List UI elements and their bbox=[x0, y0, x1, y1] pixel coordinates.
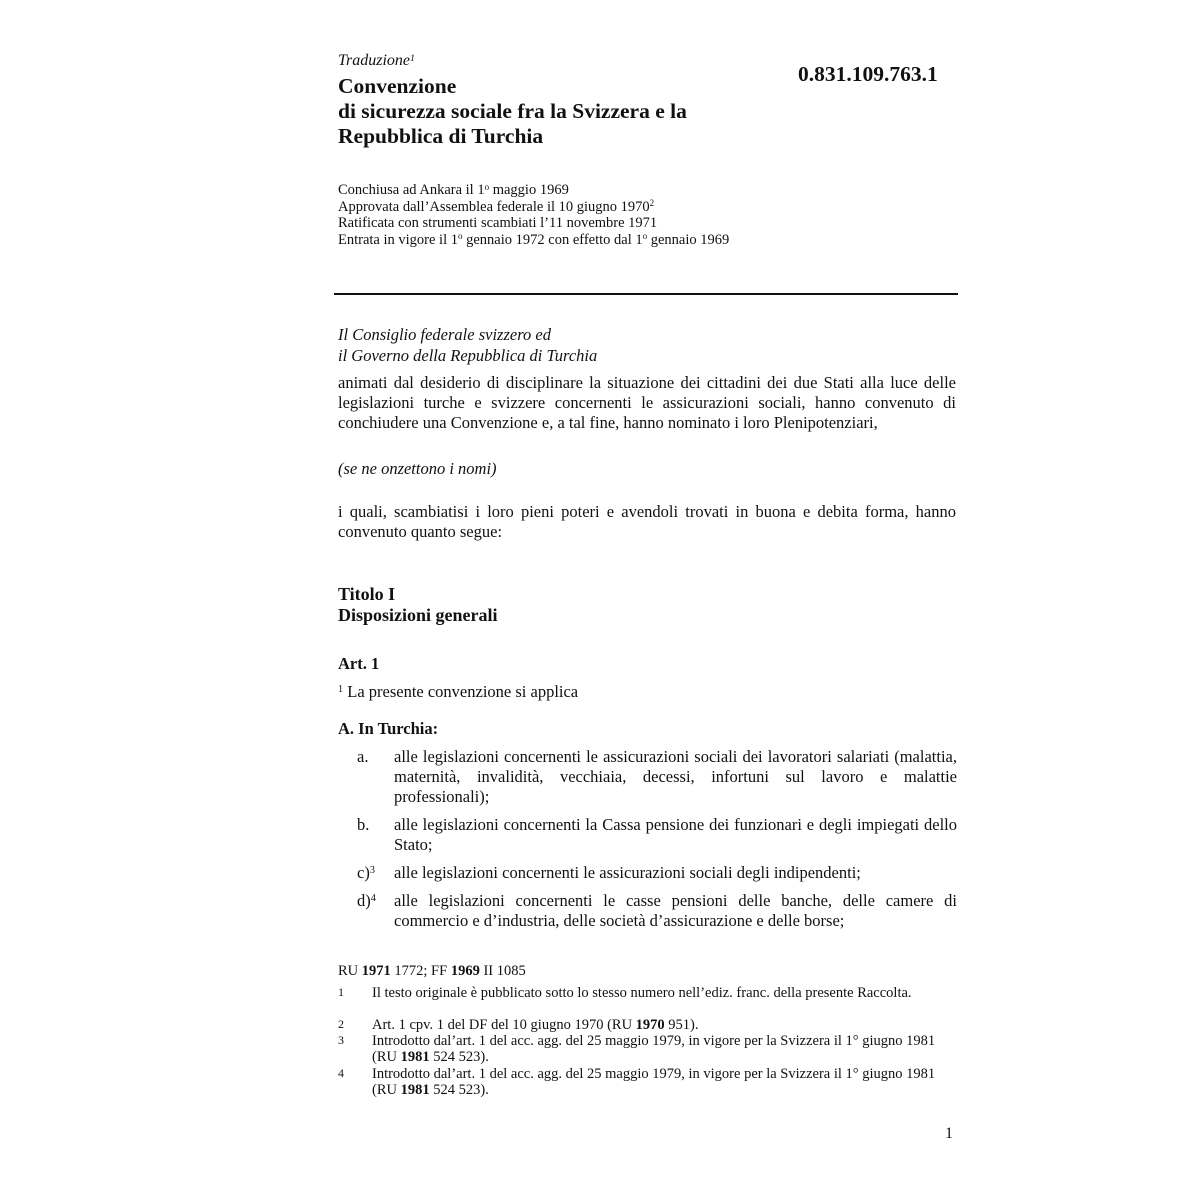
footnote-1 bbox=[338, 985, 938, 1001]
party-1: Il Consiglio federale svizzero ed bbox=[338, 325, 551, 344]
meta-approved bbox=[338, 199, 938, 216]
footnote-text: Il testo originale è pubblicato sotto lo stesso numero nell’ediz. franc. della presente Raccolta. bbox=[372, 985, 912, 1001]
list-item-text: alle legislazioni concernenti le casse pensioni delle banche, delle camere di commercio e d’industria, delle società d’assicurazione e delle borse; bbox=[394, 891, 957, 930]
list-item-text: alle legislazioni concernenti le assicurazioni sociali dei lavoratori salariati (malattia, maternità, invalidità, vecchiaia, decessi, infortuni sul lavoro e malattie professionali); bbox=[394, 747, 957, 806]
article-1-paragraph-1 bbox=[338, 682, 578, 702]
title-line-3: Repubblica di Turchia bbox=[338, 124, 544, 148]
list-item-text: alle legislazioni concernenti le assicurazioni sociali degli indipendenti; bbox=[394, 863, 861, 882]
footnote-ref-1: 1 bbox=[410, 52, 415, 64]
page-number: 1 bbox=[945, 1125, 953, 1142]
list-item bbox=[357, 863, 957, 883]
footnote-text-b: 524 523). bbox=[429, 1049, 489, 1065]
footnote-ref-3: 3 bbox=[369, 865, 375, 877]
meta-entry-into-force bbox=[338, 232, 938, 249]
footnote-ref-4: 4 bbox=[370, 893, 376, 905]
preamble-paragraph-2: i quali, scambiatisi i loro pieni poteri e avendoli trovati in buona e debita forma, hanno convenuto quanto segue: bbox=[338, 502, 956, 541]
meta-entry-text-c: gennaio 1969 bbox=[647, 231, 730, 248]
list-marker-label: c) bbox=[357, 863, 370, 882]
title-i-name: Disposizioni generali bbox=[338, 605, 498, 625]
footnote-2 bbox=[338, 1017, 938, 1033]
footnote-number: 3 bbox=[338, 1033, 344, 1047]
footnote-text-b: 524 523). bbox=[429, 1082, 489, 1098]
footnote-text-a: Introdotto dal’art. 1 del acc. agg. del 25 maggio 1979, in vigore per la Svizzera il 1° giugno 1981 (RU bbox=[372, 1066, 936, 1098]
list-marker-label: a. bbox=[357, 747, 369, 766]
footnote-text bbox=[372, 1033, 938, 1065]
list-marker-label: d) bbox=[357, 891, 371, 910]
meta-entry-sup-2: o bbox=[642, 231, 648, 242]
publication-source bbox=[338, 963, 526, 980]
article-1-heading: Art. 1 bbox=[338, 654, 380, 673]
list-item bbox=[357, 815, 957, 855]
footnote-text-a: Introdotto dal’art. 1 del acc. agg. del 25 maggio 1979, in vigore per la Svizzera il 1° giugno 1981 (RU bbox=[372, 1033, 936, 1065]
ff-page: II 1085 bbox=[479, 963, 526, 979]
title-i-number: Titolo I bbox=[338, 584, 396, 604]
header-divider bbox=[334, 293, 958, 295]
title-i-heading bbox=[338, 584, 498, 626]
footnote-number: 2 bbox=[338, 1017, 344, 1031]
footnote-number: 1 bbox=[338, 985, 344, 999]
omitted-names-note: (se ne onzettono i nomi) bbox=[338, 459, 497, 478]
footnote-4 bbox=[338, 1066, 938, 1098]
translation-label-text: Traduzione bbox=[338, 52, 411, 69]
footnote-number: 4 bbox=[338, 1066, 344, 1080]
section-a-heading: A. In Turchia: bbox=[338, 719, 439, 738]
ru-year: 1971 bbox=[361, 963, 391, 979]
meta-concluded bbox=[338, 182, 938, 199]
title-line-1: Convenzione bbox=[338, 74, 457, 98]
list-marker bbox=[357, 747, 393, 767]
document-metadata bbox=[338, 182, 938, 248]
footnote-year: 1981 bbox=[400, 1082, 430, 1098]
list-marker bbox=[357, 863, 393, 883]
footnote-3 bbox=[338, 1033, 938, 1065]
list-marker bbox=[357, 815, 393, 835]
list-item-text: alle legislazioni concernenti la Cassa pensione dei funzionari e degli impiegati dello Stato; bbox=[394, 815, 957, 854]
footnote-year: 1981 bbox=[400, 1049, 430, 1065]
paragraph-number: 1 bbox=[338, 684, 344, 696]
ru-label: RU bbox=[338, 963, 362, 979]
footnote-text-b: 951). bbox=[664, 1017, 699, 1033]
meta-entry-text-b: gennaio 1972 con effetto dal 1 bbox=[462, 231, 643, 248]
document-title bbox=[338, 74, 768, 149]
list-item bbox=[357, 891, 957, 931]
ru-page: 1772; FF bbox=[390, 963, 451, 979]
footnote-text bbox=[372, 1066, 938, 1098]
ff-year: 1969 bbox=[450, 963, 480, 979]
list-marker-label: b. bbox=[357, 815, 370, 834]
title-line-2: di sicurezza sociale fra la Svizzera e la bbox=[338, 99, 687, 123]
footnote-text-a: Art. 1 cpv. 1 del DF del 10 giugno 1970 (RU bbox=[372, 1017, 636, 1033]
footnote-year: 1970 bbox=[635, 1017, 665, 1033]
party-2: il Governo della Repubblica di Turchia bbox=[338, 346, 598, 365]
meta-concluded-sup: o bbox=[484, 181, 490, 192]
meta-ratified: Ratificata con strumenti scambiati l’11 novembre 1971 bbox=[338, 215, 658, 231]
meta-approved-text: Approvata dall’Assemblea federale il 10 giugno 1970 bbox=[338, 198, 650, 215]
paragraph-text: La presente convenzione si applica bbox=[343, 682, 579, 701]
meta-entry-sup-1: o bbox=[458, 231, 463, 242]
translation-label bbox=[338, 52, 415, 70]
list-item bbox=[357, 747, 957, 807]
contracting-parties bbox=[338, 324, 597, 366]
sr-number: 0.831.109.763.1 bbox=[798, 62, 938, 86]
list-marker bbox=[357, 891, 393, 911]
preamble-paragraph-1: animati dal desiderio di disciplinare la situazione dei cittadini dei due Stati alla luce delle legislazioni turche e svizzere concernenti le assicurazioni sociali, hanno convenuto di conchiudere una Convenzione e, a tal fine, hanno nominato i loro Plenipotenziari, bbox=[338, 373, 956, 432]
footnote-text bbox=[372, 1017, 938, 1033]
meta-concluded-text: Conchiusa ad Ankara il 1 bbox=[338, 182, 485, 198]
footnote-ref-2: 2 bbox=[649, 198, 655, 209]
meta-entry-text-a: Entrata in vigore il 1 bbox=[338, 231, 458, 248]
meta-concluded-date: maggio 1969 bbox=[489, 182, 569, 198]
